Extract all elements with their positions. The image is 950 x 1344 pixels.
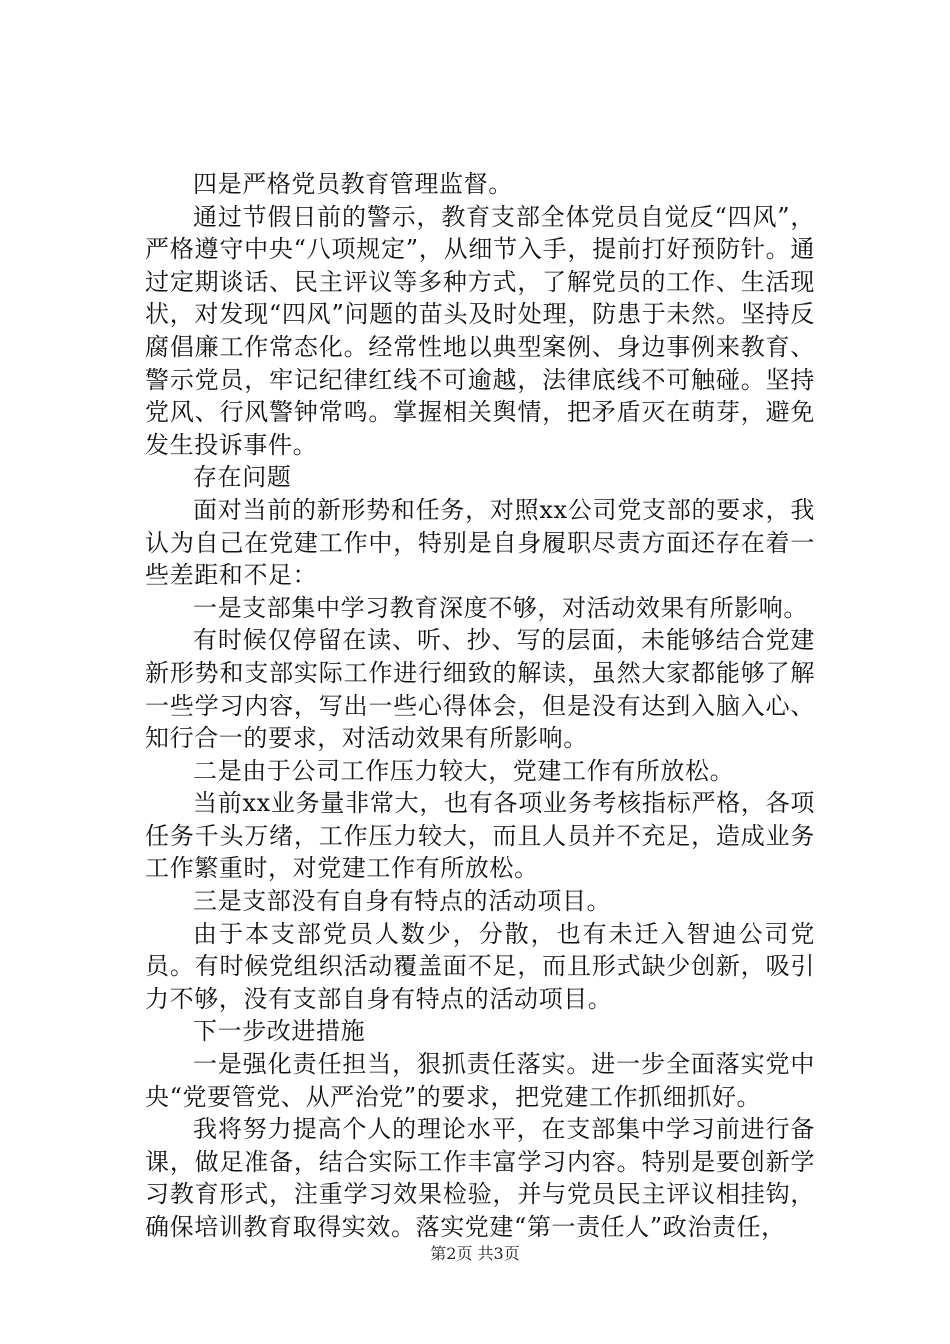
paragraph: 有时候仅停留在读、听、抄、写的层面，未能够结合党建新形势和支部实际工作进行细致的解读，虽然大家都能够了解一些学习内容，写出一些心得体会，但是没有达到入脑入心、知行合一的要求，对活动效果有所影响。 bbox=[145, 626, 815, 753]
paragraph-heading-three: 三是支部没有自身有特点的活动项目。 bbox=[193, 887, 612, 916]
paragraph: 由于本支部党员人数少，分散，也有未迁入智迪公司党员。有时候党组织活动覆盖面不足，而且形式缺少创新，吸引力不够，没有支部自身有特点的活动项目。 bbox=[145, 919, 815, 1013]
section-heading-next-steps: 下一步改进措施 bbox=[193, 1017, 366, 1046]
paragraph-heading-four: 四是严格党员教育管理监督。 bbox=[193, 170, 513, 198]
section-heading-problems: 存在问题 bbox=[193, 463, 292, 492]
paragraph-heading-one: 一是支部集中学习教育深度不够，对活动效果有所影响。 bbox=[193, 593, 808, 622]
paragraph: 通过节假日前的警示，教育支部全体党员自觉反“四风”，严格遵守中央“八项规定”，从细节入手，提前打好预防针。通过定期谈话、民主评议等多种方式，了解党员的工作、生活现状，对发现“四风”问题的苗头及时处理，防患于未然。坚持反腐倡廉工作常态化。经常性地以典型案例、身边事例来教育、警示党员，牢记纪律红线不可逾越，法律底线不可触碰。坚持党风、行风警钟常鸣。掌握相关舆情，把矛盾灭在萌芽，避免发生投诉事件。 bbox=[145, 202, 815, 459]
page-number-footer: 第2页 共3页 bbox=[430, 1244, 520, 1263]
paragraph: 当前xx业务量非常大，也有各项业务考核指标严格，各项任务千头万绪，工作压力较大，而且人员并不充足，造成业务工作繁重时，对党建工作有所放松。 bbox=[145, 789, 815, 883]
paragraph: 面对当前的新形势和任务，对照xx公司党支部的要求，我认为自己在党建工作中，特别是自身履职尽责方面还存在着一些差距和不足： bbox=[145, 495, 815, 590]
paragraph: 一是强化责任担当，狠抓责任落实。进一步全面落实党中央“党要管党、从严治党”的要求，把党建工作抓细抓好。 bbox=[145, 1050, 815, 1111]
paragraph-heading-two: 二是由于公司工作压力较大，党建工作有所放松。 bbox=[193, 756, 735, 785]
paragraph: 我将努力提高个人的理论水平，在支部集中学习前进行备课，做足准备，结合实际工作丰富学习内容。特别是要创新学习教育形式，注重学习效果检验，并与党员民主评议相挂钩，确保培训教育取得实效。落实党建“第一责任人”政治责任， bbox=[145, 1115, 815, 1241]
document-body bbox=[145, 168, 815, 1244]
